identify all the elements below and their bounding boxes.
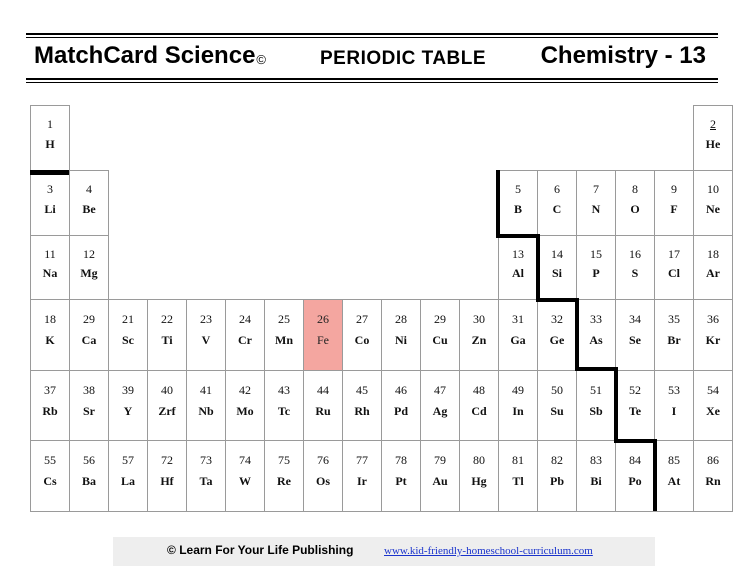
element-cell-hg [459,440,499,512]
element-cell-ar [693,235,733,300]
element-symbol: Cr [238,333,252,347]
element-symbol: Sb [589,404,603,418]
element-symbol: In [512,404,524,418]
element-symbol: Sc [122,333,134,347]
atomic-number: 80 [473,453,485,467]
element-symbol: Cs [43,474,57,488]
element-cell-c [537,170,577,236]
atomic-number: 7 [593,182,599,196]
element-symbol: Cu [432,333,448,347]
atomic-number: 76 [317,453,329,467]
atomic-number: 36 [707,312,719,326]
atomic-number: 75 [278,453,290,467]
atomic-number: 40 [161,383,173,397]
atomic-number: 45 [356,383,368,397]
element-symbol: I [671,404,677,418]
atomic-number: 85 [668,453,680,467]
element-symbol: Au [432,474,448,488]
atomic-number: 86 [707,453,719,467]
atomic-number: 77 [356,453,368,467]
atomic-number: 56 [83,453,95,467]
element-symbol: V [201,333,211,347]
atomic-number: 15 [590,247,602,261]
atomic-number: 9 [671,182,677,196]
atomic-number: 51 [590,383,602,397]
element-symbol: He [705,137,721,151]
atomic-number: 30 [473,312,485,326]
element-symbol: Nb [198,404,214,418]
element-symbol: Mn [275,333,293,347]
atomic-number: 24 [239,312,251,326]
element-cell-pd [381,370,421,441]
element-cell-v [186,299,226,371]
atomic-number: 38 [83,383,95,397]
element-cell-si [537,235,577,300]
element-cell-as [576,299,616,371]
atomic-number: 57 [122,453,134,467]
element-cell-te [615,370,655,441]
element-symbol: Tl [512,474,524,488]
atomic-number: 3 [47,182,53,196]
atomic-number: 48 [473,383,485,397]
atomic-number: 43 [278,383,290,397]
atomic-number: 26 [317,312,329,326]
element-symbol: Xe [706,404,720,418]
element-cell-w [225,440,265,512]
element-symbol: Rn [705,474,721,488]
element-cell-k [30,299,70,371]
element-cell-se [615,299,655,371]
element-symbol: Ba [81,474,96,488]
element-symbol: Ni [395,333,407,347]
course-title: Chemistry - 13 [540,42,706,69]
element-symbol: Re [277,474,291,488]
element-symbol: S [631,266,639,280]
element-symbol: Tc [277,404,291,418]
atomic-number: 31 [512,312,524,326]
element-symbol: Ca [81,333,97,347]
element-cell-ru [303,370,343,441]
element-symbol: Cd [471,404,487,418]
element-cell-br [654,299,694,371]
element-cell-ta [186,440,226,512]
element-cell-kr [693,299,733,371]
atomic-number: 13 [512,247,524,261]
element-symbol: Kr [705,333,721,347]
staircase-divider-segment [575,367,618,371]
element-cell-zn [459,299,499,371]
atomic-number: 35 [668,312,680,326]
atomic-number: 5 [515,182,521,196]
element-cell-tl [498,440,538,512]
element-symbol: Te [628,404,642,418]
element-symbol: Se [629,333,641,347]
element-cell-nb [186,370,226,441]
element-symbol: Al [512,266,524,280]
element-symbol: Hg [471,474,487,488]
element-symbol: Ge [549,333,565,347]
element-symbol: K [45,333,55,347]
atomic-number: 12 [83,247,95,261]
atomic-number: 16 [629,247,641,261]
element-symbol: Pd [393,404,408,418]
element-cell-f [654,170,694,236]
element-symbol: Be [82,202,96,216]
element-cell-fe [303,299,343,371]
element-cell-in [498,370,538,441]
element-symbol: Ar [706,266,720,280]
staircase-divider-segment [536,298,579,302]
element-cell-cu [420,299,460,371]
atomic-number: 14 [551,247,563,261]
element-symbol: At [667,474,681,488]
staircase-divider-segment [536,234,540,302]
element-symbol: P [592,266,600,280]
atomic-number: 81 [512,453,524,467]
atomic-number: 73 [200,453,212,467]
atomic-number: 84 [629,453,641,467]
element-symbol: La [120,474,135,488]
staircase-divider-segment [575,298,579,370]
website-link[interactable]: www.kid-friendly-homeschool-curriculum.com [384,545,593,557]
copyright-mark: © [256,52,267,67]
element-cell-ti [147,299,187,371]
subject-title: PERIODIC TABLE [320,48,487,69]
atomic-number: 54 [707,383,719,397]
atomic-number: 55 [44,453,56,467]
element-symbol: Sr [83,404,95,418]
element-cell-i [654,370,694,441]
element-cell-pt [381,440,421,512]
element-symbol: Po [628,474,642,488]
atomic-number: 4 [86,182,92,196]
element-symbol: Cl [668,266,680,280]
element-symbol: N [591,202,601,216]
element-cell-rh [342,370,382,441]
element-symbol: Ti [161,333,173,347]
atomic-number: 33 [590,312,602,326]
element-symbol: Zrf [158,404,176,418]
element-cell-y [108,370,148,441]
element-symbol: Ag [432,404,448,418]
element-cell-s [615,235,655,300]
element-symbol: Li [44,202,56,216]
publisher-name: Learn For Your Life Publishing [179,543,354,557]
atomic-number: 39 [122,383,134,397]
element-cell-rb [30,370,70,441]
staircase-divider-segment [496,170,500,238]
element-symbol: O [630,202,640,216]
element-cell-cr [225,299,265,371]
element-symbol: Rb [42,404,58,418]
element-cell-b [498,170,538,236]
atomic-number: 2 [710,117,716,131]
element-symbol: Rh [354,404,370,418]
element-cell-ba [69,440,109,512]
element-cell-po [615,440,655,512]
element-cell-zrf [147,370,187,441]
element-cell-su [537,370,577,441]
staircase-divider-segment [614,367,618,442]
element-cell-p [576,235,616,300]
staircase-divider-segment [653,439,657,511]
element-cell-h [30,105,70,171]
element-symbol: H [45,137,55,151]
element-cell-na [30,235,70,300]
element-symbol: Ne [706,202,720,216]
element-cell-xe [693,370,733,441]
element-symbol: Ta [199,474,213,488]
element-cell-bi [576,440,616,512]
atomic-number: 17 [668,247,680,261]
atomic-number: 25 [278,312,290,326]
element-symbol: Pt [395,474,407,488]
staircase-divider-segment [30,170,69,175]
atomic-number: 28 [395,312,407,326]
element-cell-sc [108,299,148,371]
element-cell-ga [498,299,538,371]
element-symbol: Si [551,266,562,280]
atomic-number: 44 [317,383,329,397]
atomic-number: 10 [707,182,719,196]
atomic-number: 8 [632,182,638,196]
staircase-divider-segment [496,234,540,238]
element-cell-rn [693,440,733,512]
element-symbol: F [670,202,678,216]
atomic-number: 11 [44,247,56,261]
element-cell-ge [537,299,577,371]
element-symbol: Os [315,474,330,488]
element-symbol: Zn [471,333,487,347]
element-cell-at [654,440,694,512]
atomic-number: 21 [122,312,134,326]
atomic-number: 49 [512,383,524,397]
atomic-number: 18 [44,312,56,326]
element-symbol: Bi [590,474,602,488]
element-cell-o [615,170,655,236]
atomic-number: 23 [200,312,212,326]
atomic-number: 83 [590,453,602,467]
atomic-number: 72 [161,453,173,467]
atomic-number: 79 [434,453,446,467]
element-cell-mn [264,299,304,371]
element-cell-cd [459,370,499,441]
element-symbol: Mg [80,266,98,280]
atomic-number: 18 [707,247,719,261]
element-cell-mg [69,235,109,300]
atomic-number: 37 [44,383,56,397]
element-symbol: Mo [236,404,254,418]
element-cell-os [303,440,343,512]
element-symbol: Ga [510,333,526,347]
atomic-number: 50 [551,383,563,397]
element-symbol: Fe [317,333,329,347]
atomic-number: 47 [434,383,446,397]
element-cell-ca [69,299,109,371]
element-cell-ir [342,440,382,512]
atomic-number: 22 [161,312,173,326]
copyright-icon: © [167,543,176,557]
footer-bar [113,537,655,566]
element-cell-re [264,440,304,512]
atomic-number: 52 [629,383,641,397]
atomic-number: 74 [239,453,251,467]
element-symbol: As [589,333,603,347]
element-cell-ag [420,370,460,441]
atomic-number: 46 [395,383,407,397]
element-cell-pb [537,440,577,512]
element-cell-sb [576,370,616,441]
element-symbol: Na [42,266,58,280]
element-cell-sr [69,370,109,441]
element-cell-co [342,299,382,371]
element-symbol: Pb [549,474,564,488]
element-cell-hf [147,440,187,512]
element-cell-al [498,235,538,300]
element-cell-ne [693,170,733,236]
atomic-number: 53 [668,383,680,397]
atomic-number: 78 [395,453,407,467]
element-symbol: Ir [357,474,367,488]
publisher-credit [167,543,353,557]
element-cell-be [69,170,109,236]
element-cell-ni [381,299,421,371]
atomic-number: 41 [200,383,212,397]
atomic-number: 1 [47,117,53,131]
element-cell-he [693,105,733,171]
element-symbol: B [513,202,522,216]
element-cell-la [108,440,148,512]
element-cell-mo [225,370,265,441]
element-symbol: Br [667,333,681,347]
element-symbol: Ru [315,404,331,418]
element-symbol: Co [354,333,370,347]
atomic-number: 29 [434,312,446,326]
element-cell-tc [264,370,304,441]
element-cell-au [420,440,460,512]
atomic-number: 42 [239,383,251,397]
element-symbol: W [239,474,251,488]
element-symbol: Su [550,404,564,418]
atomic-number: 32 [551,312,563,326]
atomic-number: 6 [554,182,560,196]
atomic-number: 27 [356,312,368,326]
staircase-divider-segment [614,439,657,443]
brand-title: MatchCard Science© [34,42,267,69]
atomic-number: 82 [551,453,563,467]
element-cell-cs [30,440,70,512]
atomic-number: 34 [629,312,641,326]
element-symbol: C [552,202,562,216]
element-symbol: Y [123,404,133,418]
element-cell-li [30,170,70,236]
atomic-number: 29 [83,312,95,326]
element-symbol: Hf [160,474,174,488]
element-cell-cl [654,235,694,300]
element-cell-n [576,170,616,236]
